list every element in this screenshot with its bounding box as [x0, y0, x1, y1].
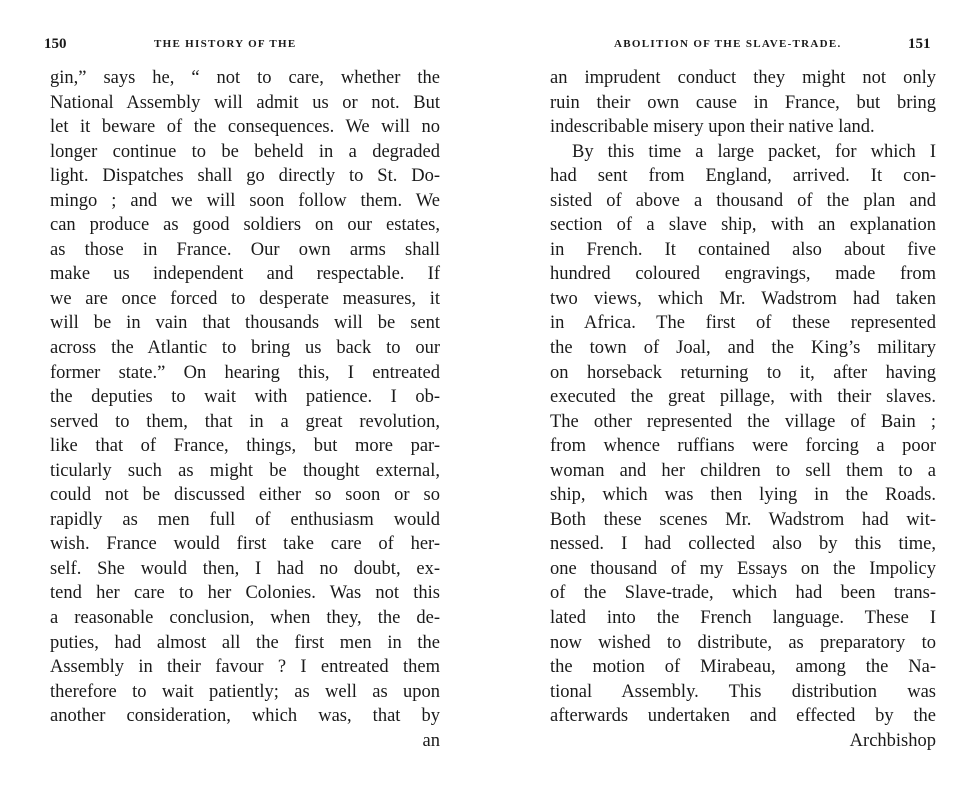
- catchword: an: [422, 730, 440, 751]
- catchword: Archbishop: [849, 730, 936, 751]
- text-line: in French. It contained also about five: [550, 239, 936, 260]
- right-page-text: [550, 66, 936, 753]
- text-line: the deputies to wait with patience. I ob-: [50, 387, 440, 408]
- text-line: two views, which Mr. Wadstrom had taken: [550, 288, 936, 309]
- text-line: will be in vain that thousands will be sent: [50, 313, 440, 334]
- text-line: another consideration, which was, that by: [50, 706, 440, 727]
- text-line: the motion of Mirabeau, among the Na-: [550, 657, 936, 678]
- text-line: in Africa. The first of these represented: [550, 313, 936, 334]
- text-line: National Assembly will admit us or not. But: [50, 92, 440, 113]
- right-page: [490, 0, 980, 807]
- text-line: puties, had almost all the first men in the: [50, 632, 440, 653]
- text-line: The other represented the village of Bain ;: [550, 411, 936, 432]
- text-line: rapidly as men full of enthusiasm would: [50, 509, 440, 530]
- text-line: make us independent and respectable. If: [50, 264, 440, 285]
- text-line: one thousand of my Essays on the Impolicy: [550, 558, 936, 579]
- text-line: we are once forced to desperate measures, it: [50, 288, 440, 309]
- text-line: former state.” On hearing this, I entreated: [50, 362, 440, 383]
- left-page-number: 150: [44, 36, 67, 52]
- text-line: served to them, that in a great revolution,: [50, 411, 440, 432]
- text-line: as those in France. Our own arms shall: [50, 239, 440, 260]
- text-line: an imprudent conduct they might not only: [550, 68, 936, 88]
- text-line: executed the great pillage, with their slaves.: [550, 387, 936, 408]
- text-line: self. She would then, I had no doubt, ex-: [50, 558, 440, 579]
- right-page-number: 151: [908, 36, 931, 52]
- left-page-text: [50, 66, 440, 753]
- text-line: mingo ; and we will soon follow them. We: [50, 190, 440, 211]
- left-running-head: THE HISTORY OF THE: [154, 38, 297, 50]
- text-line: let it beware of the consequences. We will no: [50, 117, 440, 138]
- text-line: ticularly such as might be thought external,: [50, 460, 440, 481]
- text-line: therefore to wait patiently; as well as upon: [50, 681, 440, 702]
- text-line: lated into the French language. These I: [550, 608, 936, 629]
- text-line: ruin their own cause in France, but bring: [550, 92, 936, 113]
- text-line: tional Assembly. This distribution was: [550, 681, 936, 702]
- text-line: like that of France, things, but more par-: [50, 436, 440, 457]
- text-line: gin,” says he, “ not to care, whether the: [50, 68, 440, 88]
- text-line: longer continue to be beheld in a degraded: [50, 141, 440, 162]
- text-line: indescribable misery upon their native land.: [550, 117, 875, 138]
- text-line: a reasonable conclusion, when they, the de-: [50, 608, 440, 629]
- text-line: Assembly in their favour ? I entreated them: [50, 657, 440, 678]
- text-line: from whence ruffians were forcing a poor: [550, 436, 936, 457]
- text-line: section of a slave ship, with an explanation: [550, 215, 936, 236]
- text-line: the town of Joal, and the King’s military: [550, 338, 936, 359]
- text-line: on horseback returning to it, after having: [550, 362, 936, 383]
- text-line: afterwards undertaken and effected by the: [550, 706, 936, 727]
- text-line: could not be discussed either so soon or so: [50, 485, 440, 506]
- text-line: Both these scenes Mr. Wadstrom had wit-: [550, 509, 936, 530]
- text-line: woman and her children to sell them to a: [550, 460, 936, 481]
- text-line: wish. France would first take care of her-: [50, 534, 440, 555]
- text-line: light. Dispatches shall go directly to St. Do-: [50, 166, 440, 187]
- text-line: By this time a large packet, for which I: [572, 141, 936, 162]
- text-line: sisted of above a thousand of the plan and: [550, 190, 936, 211]
- text-line: had sent from England, arrived. It con-: [550, 166, 936, 187]
- text-line: hundred coloured engravings, made from: [550, 264, 936, 285]
- text-line: tend her care to her Colonies. Was not this: [50, 583, 440, 604]
- text-line: nessed. I had collected also by this time,: [550, 534, 936, 555]
- text-line: across the Atlantic to bring us back to our: [50, 338, 440, 359]
- text-line: can produce as good soldiers on our estates,: [50, 215, 440, 236]
- text-line: of the Slave-trade, which had been trans-: [550, 583, 936, 604]
- right-running-head: ABOLITION OF THE SLAVE-TRADE.: [614, 38, 842, 50]
- text-line: now wished to distribute, as preparatory to: [550, 632, 936, 653]
- text-line: ship, which was then lying in the Roads.: [550, 485, 936, 506]
